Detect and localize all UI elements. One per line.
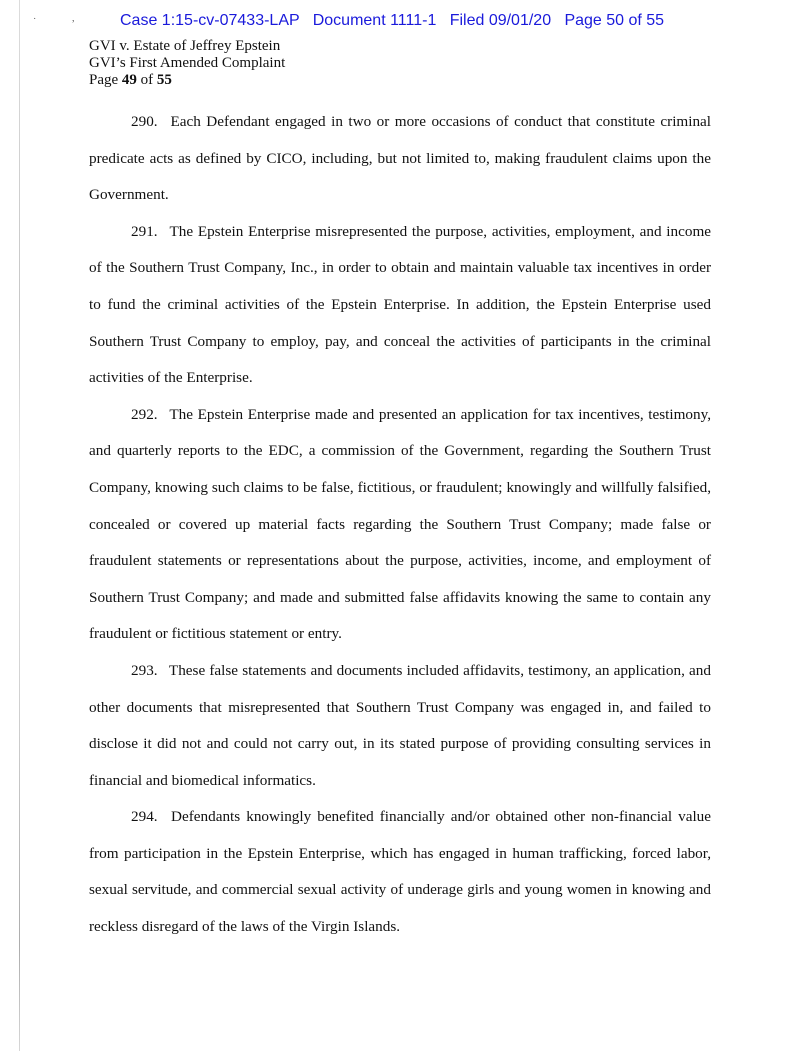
document-caption (89, 38, 285, 89)
paragraph-number: 293. (131, 661, 158, 679)
paragraph-number: 292. (131, 405, 158, 423)
paragraph-294 (89, 799, 711, 945)
scan-edge-line (19, 0, 20, 1051)
filing-page-number: Page 50 of 55 (564, 12, 665, 29)
paragraph-number: 291. (131, 222, 158, 240)
caption-document-title: GVI’s First Amended Complaint (89, 55, 286, 71)
paragraph-number: 290. (131, 113, 158, 130)
paragraph-number: 294. (131, 808, 158, 826)
paragraph-text: Defendants knowingly benefited financially and/or obtained other non-financial value from participation in the Epstein Enterprise, which has engaged in human trafficking, forced labor, sexual servitude, and commercial sexual activity of underage girls and young women in knowing and reckless disregard of the laws of the Virgin Islands. (89, 808, 711, 936)
document-body (89, 104, 711, 946)
court-filing-stamp (120, 12, 664, 30)
paragraph-293 (89, 653, 711, 799)
paragraph-292 (89, 397, 711, 653)
scan-artifact-mark: , (72, 13, 75, 24)
caption-page-current: 49 (121, 72, 137, 88)
filing-case-number: Case 1:15-cv-07433-LAP (120, 12, 300, 29)
filing-date: Filed 09/01/20 (449, 12, 552, 29)
caption-page-line: Page 49 of 55 (89, 72, 172, 88)
paragraph-text: These false statements and documents included affidavits, testimony, an application, and other documents that misrepresented that Southern Trust Company was engaged in, and failed to disclose it did not and could not carry out, in its stated purpose of providing consulting services in financial and biomedical informatics. (89, 661, 711, 789)
scan-artifact-mark: ˙ (33, 17, 37, 28)
caption-case-title: GVI v. Estate of Jeffrey Epstein (89, 38, 281, 54)
paragraph-text: Each Defendant engaged in two or more occasions of conduct that constitute criminal predicate acts as defined by CICO, including, but not limited to, making fraudulent claims upon the Government. (89, 113, 712, 204)
paragraph-text: The Epstein Enterprise misrepresented the purpose, activities, employment, and income of the Southern Trust Company, Inc., in order to obtain and maintain valuable tax incentives in order to fund the criminal activities of the Epstein Enterprise. In addition, the Epstein Enterprise used Southern Trust Company to employ, pay, and conceal the activities of participants in the criminal activities of the Enterprise. (89, 222, 711, 387)
paragraph-290 (89, 104, 711, 214)
paragraph-291 (89, 214, 711, 397)
caption-page-total: 55 (156, 72, 172, 88)
paragraph-text: The Epstein Enterprise made and presented an application for tax incentives, testimony, and quarterly reports to the EDC, a commission of the Government, regarding the Southern Trust Company, knowing such claims to be false, fictitious, or fraudulent; knowingly and willfully falsified, concealed or covered up material facts regarding the Southern Trust Company; made false or fraudulent statements or representations about the purpose, activities, income, and employment of Southern Trust Company; and made and submitted false affidavits knowing the same to contain any fraudulent or fictitious statement or entry. (89, 405, 711, 643)
filing-document-number: Document 1111-1 (312, 12, 437, 29)
